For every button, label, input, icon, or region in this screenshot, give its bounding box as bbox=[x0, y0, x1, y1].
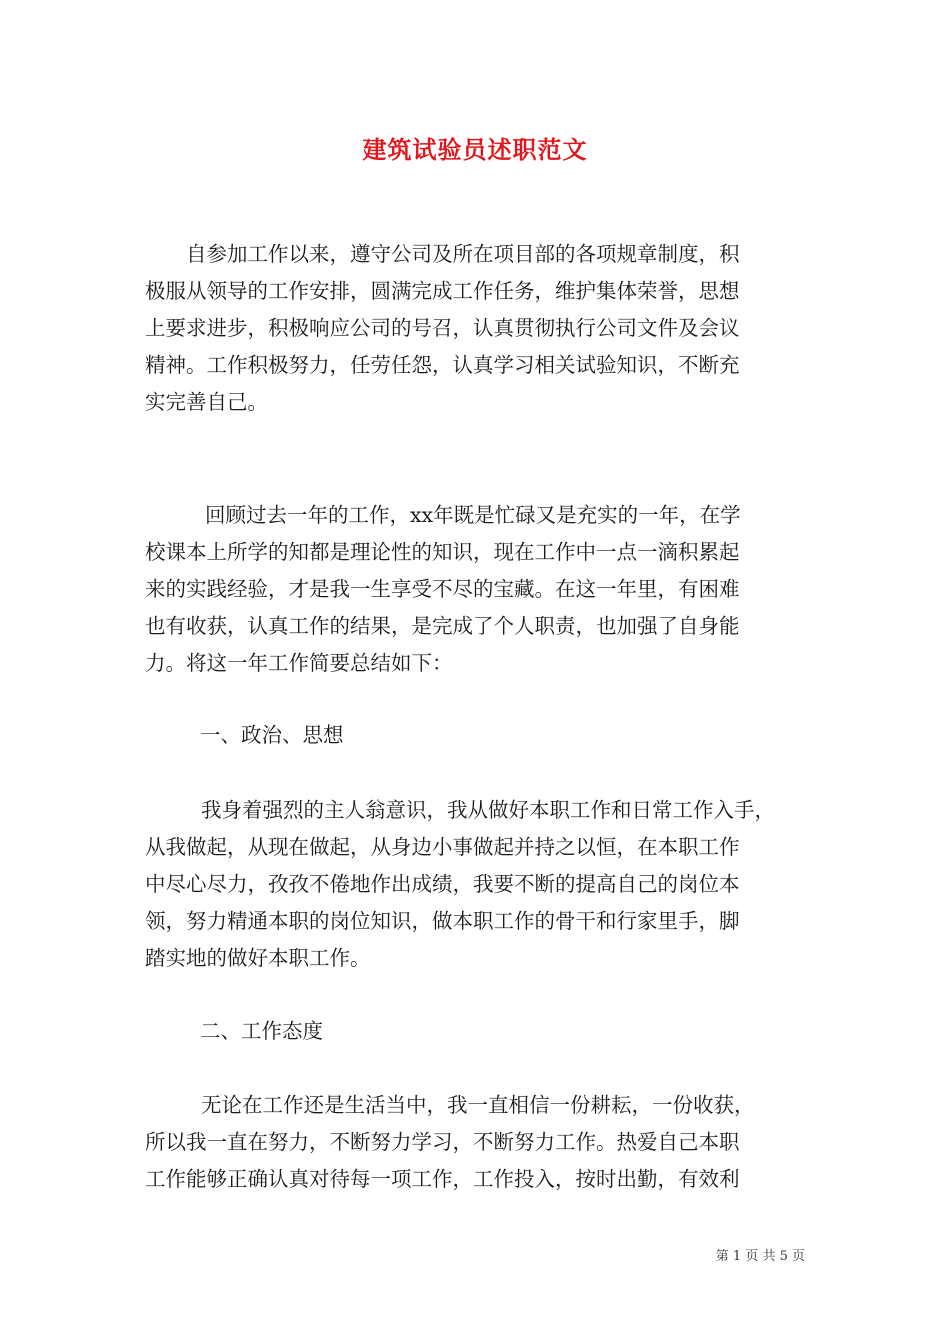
page-footer: 第 1 页 共 5 页 bbox=[715, 1249, 805, 1264]
section-heading-attitude: 二、工作态度 bbox=[200, 1019, 323, 1043]
paragraph-line: 精神。工作积极努力，任劳任怨，认真学习相关试验知识，不断充 bbox=[145, 353, 740, 377]
paragraph-line: 自参加工作以来，遵守公司及所在项目部的各项规章制度，积 bbox=[186, 242, 740, 266]
paragraph-4 bbox=[145, 1087, 807, 1198]
page-title: 建筑试验员述职范文 bbox=[362, 135, 588, 164]
paragraph-line: 来的实践经验，才是我一生享受不尽的宝藏。在这一年里，有困难 bbox=[145, 577, 740, 601]
paragraph-line: 我身着强烈的主人翁意识，我从做好本职工作和日常工作入手， bbox=[201, 798, 775, 822]
paragraph-line: 所以我一直在努力，不断努力学习，不断努力工作。热爱自己本职 bbox=[145, 1130, 740, 1154]
paragraph-line: 也有收获，认真工作的结果，是完成了个人职责，也加强了自身能 bbox=[145, 614, 740, 638]
paragraph-line: 中尽心尽力，孜孜不倦地作出成绩，我要不断的提高自己的岗位本 bbox=[145, 872, 740, 896]
paragraph-3 bbox=[145, 792, 807, 977]
section-heading-politics: 一、政治、思想 bbox=[200, 723, 344, 747]
paragraph-line: 领，努力精通本职的岗位知识，做本职工作的骨干和行家里手，脚 bbox=[145, 909, 740, 933]
paragraph-line: 极服从领导的工作安排，圆满完成工作任务，维护集体荣誉，思想 bbox=[145, 279, 740, 303]
paragraph-line: 力。将这一年工作简要总结如下： bbox=[145, 651, 453, 675]
paragraph-line: 无论在工作还是生活当中，我一直相信一份耕耘，一份收获， bbox=[201, 1093, 755, 1117]
paragraph-line: 回顾过去一年的工作，xx年既是忙碌又是充实的一年，在学 bbox=[205, 503, 741, 527]
paragraph-line: 实完善自己。 bbox=[145, 390, 268, 414]
paragraph-line: 校课本上所学的知都是理论性的知识，现在工作中一点一滴积累起 bbox=[145, 540, 740, 564]
paragraph-line: 踏实地的做好本职工作。 bbox=[145, 946, 371, 970]
paragraph-1 bbox=[145, 236, 807, 421]
paragraph-line: 工作能够正确认真对待每一项工作，工作投入，按时出勤，有效利 bbox=[145, 1167, 740, 1191]
paragraph-line: 从我做起，从现在做起，从身边小事做起并持之以恒，在本职工作 bbox=[145, 835, 740, 859]
paragraph-2 bbox=[145, 497, 807, 682]
paragraph-line: 上要求进步，积极响应公司的号召，认真贯彻执行公司文件及会议 bbox=[145, 316, 740, 340]
